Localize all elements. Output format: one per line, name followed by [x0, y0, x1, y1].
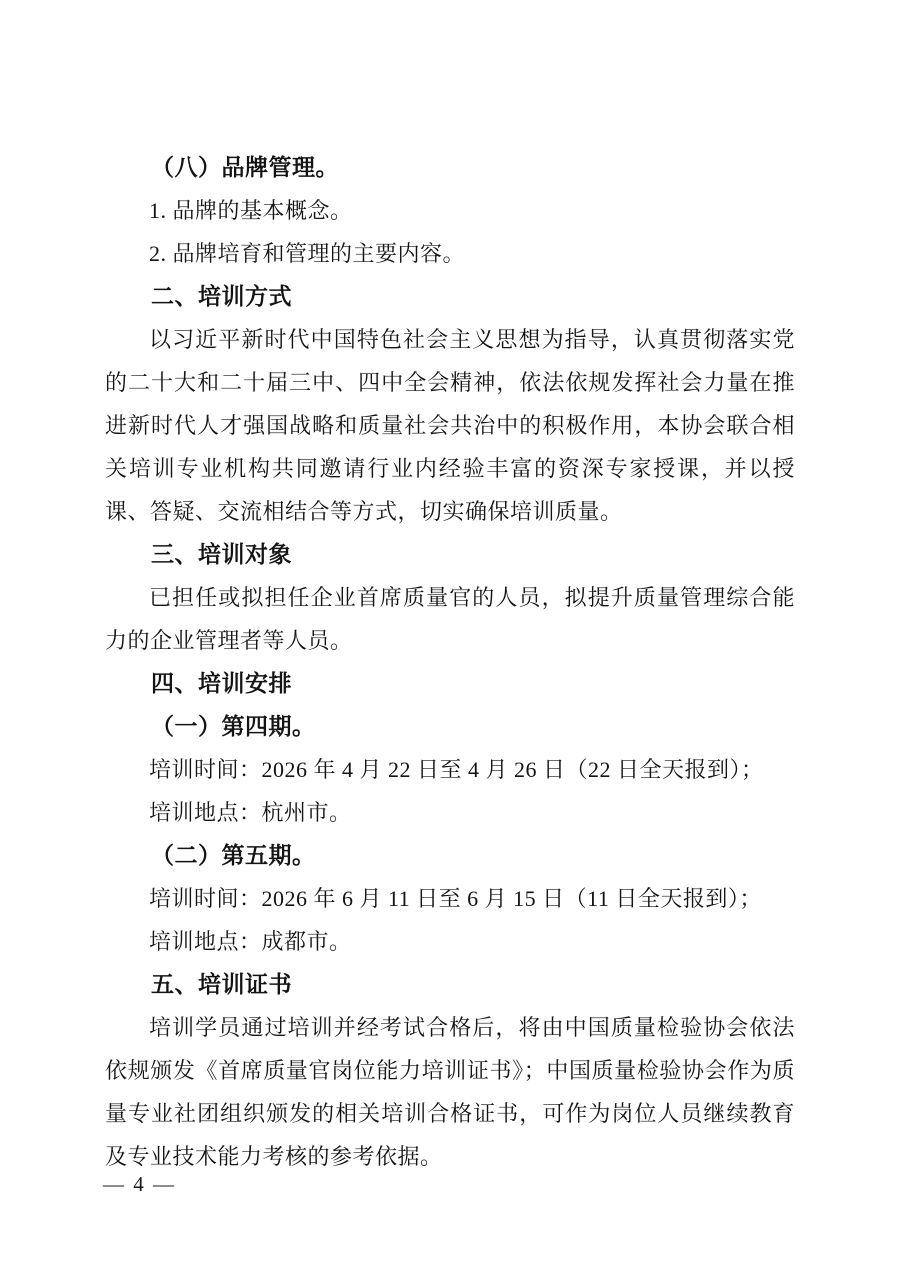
- paragraph-training-audience: 已担任或拟担任企业首席质量官的人员，拟提升质量管理综合能力的企业管理者等人员。: [105, 585, 795, 653]
- detail-session-5-time: 培训时间：2026 年 6 月 11 日至 6 月 15 日（11 日全天报到）；: [149, 886, 762, 911]
- document-body: [105, 146, 795, 1178]
- detail-session-4-time: 培训时间：2026 年 4 月 22 日至 4 月 26 日（22 日全天报到）；: [149, 757, 764, 782]
- list-item-brand-basic-concept: 1. 品牌的基本概念。: [149, 198, 353, 223]
- paragraph-training-certificate: 培训学员通过培训并经考试合格后，将由中国质量检验协会依法依规颁发《首席质量官岗位能力培训证书》；中国质量检验协会作为质量专业社团组织颁发的相关培训合格证书，可作为岗位人员继续教育及专业技术能力考核的参考依据。: [105, 1015, 795, 1169]
- detail-session-4-location: 培训地点：杭州市。: [149, 800, 352, 825]
- subsection-heading-brand-management: （八）品牌管理。: [151, 155, 339, 180]
- section-heading-training-schedule: 四、培训安排: [151, 670, 292, 696]
- subsection-heading-session-4: （一）第四期。: [151, 714, 316, 739]
- section-heading-training-method: 二、培训方式: [151, 283, 292, 309]
- detail-session-5-location: 培训地点：成都市。: [149, 929, 352, 954]
- list-item-brand-cultivation: 2. 品牌培育和管理的主要内容。: [149, 241, 466, 266]
- subsection-heading-session-5: （二）第五期。: [151, 843, 316, 868]
- paragraph-training-method: 以习近平新时代中国特色社会主义思想为指导，认真贯彻落实党的二十大和二十届三中、四中全会精神，依法依规发挥社会力量在推进新时代人才强国战略和质量社会共治中的积极作用，本协会联合相关培训专业机构共同邀请行业内经验丰富的资深专家授课，并以授课、答疑、交流相结合等方式，切实确保培训质量。: [105, 327, 795, 524]
- section-heading-training-certificate: 五、培训证书: [151, 971, 292, 997]
- page-number: — 4 —: [103, 1172, 176, 1196]
- section-heading-training-audience: 三、培训对象: [151, 541, 292, 567]
